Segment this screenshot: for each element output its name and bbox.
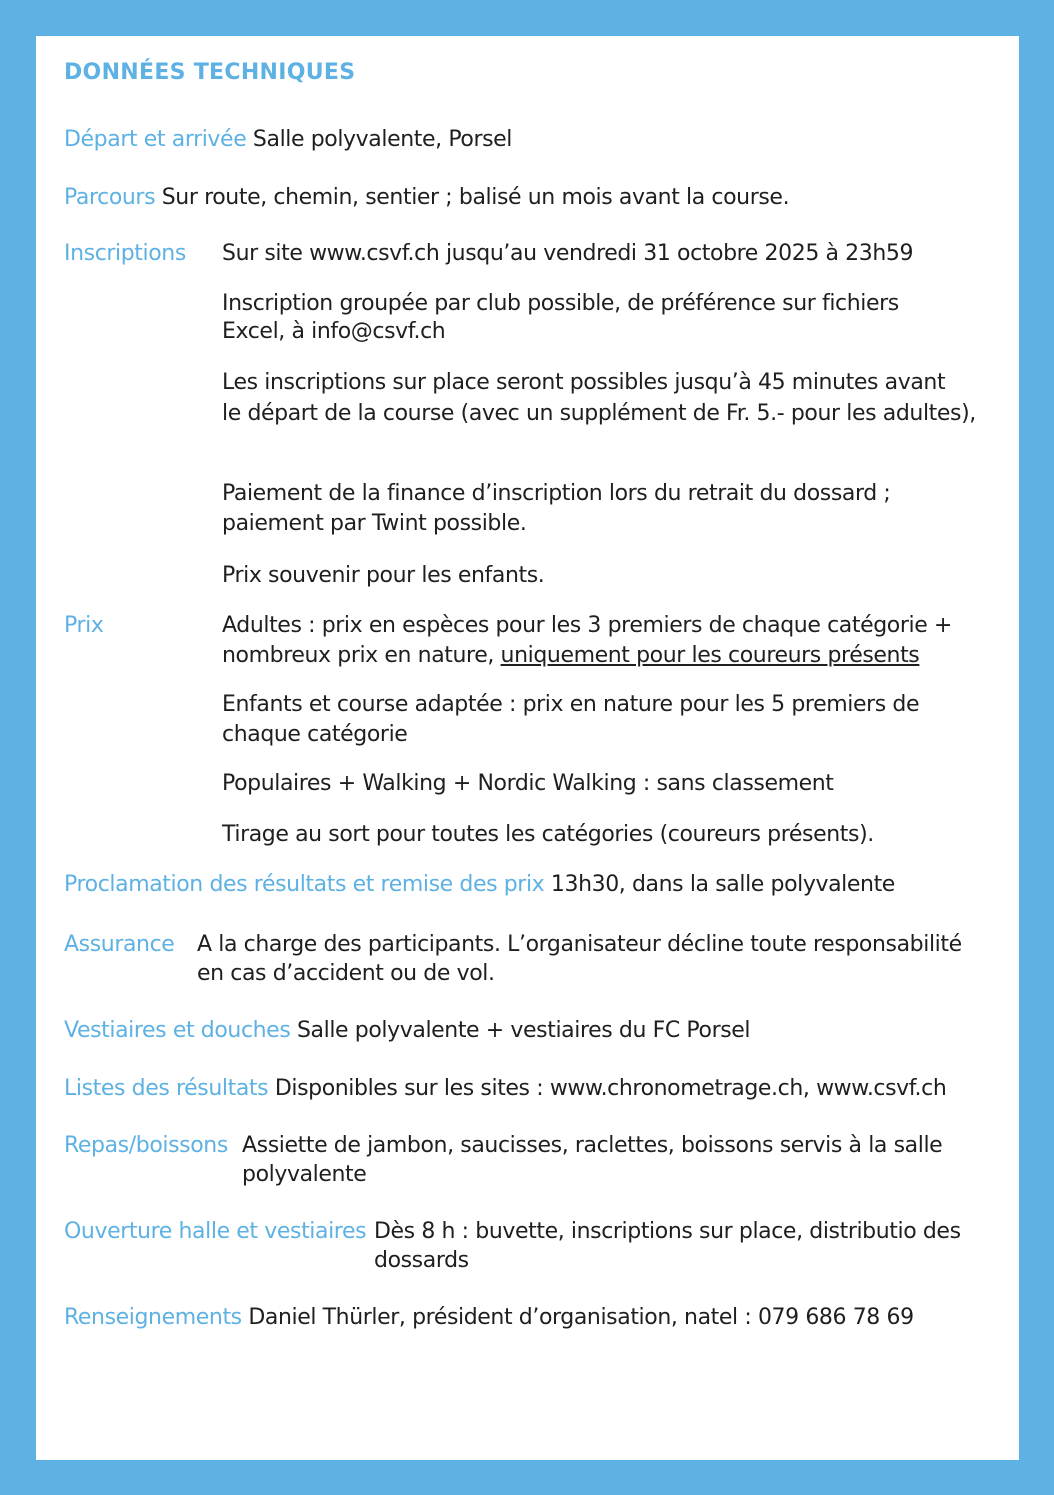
depart-text: Salle polyvalente, Porsel <box>252 127 513 152</box>
renseignements-label: Renseignements <box>64 1305 242 1330</box>
renseignements-row <box>64 1303 914 1333</box>
depart-label: Départ et arrivée <box>64 127 247 152</box>
ouverture-l2: dossards <box>374 1248 469 1273</box>
parcours-label: Parcours <box>64 185 156 210</box>
proclamation-row <box>64 870 895 900</box>
prix-p1-l2 <box>222 641 919 671</box>
document-page <box>36 36 1019 1460</box>
inscriptions-p3-l1: Les inscriptions sur place seront possibles jusqu’à 45 minutes avant <box>222 370 946 395</box>
inscriptions-p4-l1: Paiement de la finance d’inscription lors du retrait du dossard ; <box>222 481 891 506</box>
renseignements-text: Daniel Thürler, président d’organisation, natel : 079 686 78 69 <box>248 1305 914 1330</box>
depart-row <box>64 125 512 155</box>
inscriptions-label: Inscriptions <box>64 241 186 266</box>
page-title: DONNÉES TECHNIQUES <box>64 60 356 85</box>
prix-p2-l2: chaque catégorie <box>222 722 408 747</box>
proclamation-label: Proclamation des résultats et remise des prix <box>64 872 545 897</box>
prix-p2-l1: Enfants et course adaptée : prix en nature pour les 5 premiers de <box>222 692 920 717</box>
vestiaires-label: Vestiaires et douches <box>64 1018 291 1043</box>
inscriptions-p2-l2: Excel, à info@csvf.ch <box>222 319 446 344</box>
inscriptions-p4-l2: paiement par Twint possible. <box>222 511 527 536</box>
repas-label: Repas/boissons <box>64 1133 228 1158</box>
assurance-l2: en cas d’accident ou de vol. <box>197 961 495 986</box>
inscriptions-p5: Prix souvenir pour les enfants. <box>222 563 545 588</box>
repas-l2: polyvalente <box>242 1162 367 1187</box>
prix-p1-l2-underlined: uniquement pour les coureurs présents <box>500 643 920 668</box>
ouverture-label: Ouverture halle et vestiaires <box>64 1219 367 1244</box>
parcours-row <box>64 183 789 213</box>
vestiaires-row <box>64 1016 750 1046</box>
inscriptions-p1: Sur site www.csvf.ch jusqu’au vendredi 31 octobre 2025 à 23h59 <box>222 241 914 266</box>
assurance-label: Assurance <box>64 932 175 957</box>
listes-label: Listes des résultats <box>64 1076 269 1101</box>
prix-p1-l1: Adultes : prix en espèces pour les 3 premiers de chaque catégorie + <box>222 613 952 638</box>
assurance-l1: A la charge des participants. L’organisateur décline toute responsabilité <box>197 932 962 957</box>
prix-p4: Tirage au sort pour toutes les catégories (coureurs présents). <box>222 822 874 847</box>
ouverture-l1: Dès 8 h : buvette, inscriptions sur place, distributio des <box>374 1219 961 1244</box>
vestiaires-text: Salle polyvalente + vestiaires du FC Porsel <box>296 1018 751 1043</box>
parcours-text: Sur route, chemin, sentier ; balisé un mois avant la course. <box>161 185 790 210</box>
repas-l1: Assiette de jambon, saucisses, raclettes, boissons servis à la salle <box>242 1133 943 1158</box>
prix-p3: Populaires + Walking + Nordic Walking : sans classement <box>222 771 834 796</box>
inscriptions-p2-l1: Inscription groupée par club possible, de préférence sur fichiers <box>222 291 899 316</box>
prix-p1-l2-text: nombreux prix en nature, <box>222 643 501 668</box>
inscriptions-p3-l2: le départ de la course (avec un supplément de Fr. 5.- pour les adultes), <box>222 401 976 426</box>
prix-label: Prix <box>64 613 104 638</box>
listes-row <box>64 1074 946 1104</box>
listes-text: Disponibles sur les sites : www.chronometrage.ch, www.csvf.ch <box>274 1076 947 1101</box>
proclamation-text: 13h30, dans la salle polyvalente <box>550 872 895 897</box>
